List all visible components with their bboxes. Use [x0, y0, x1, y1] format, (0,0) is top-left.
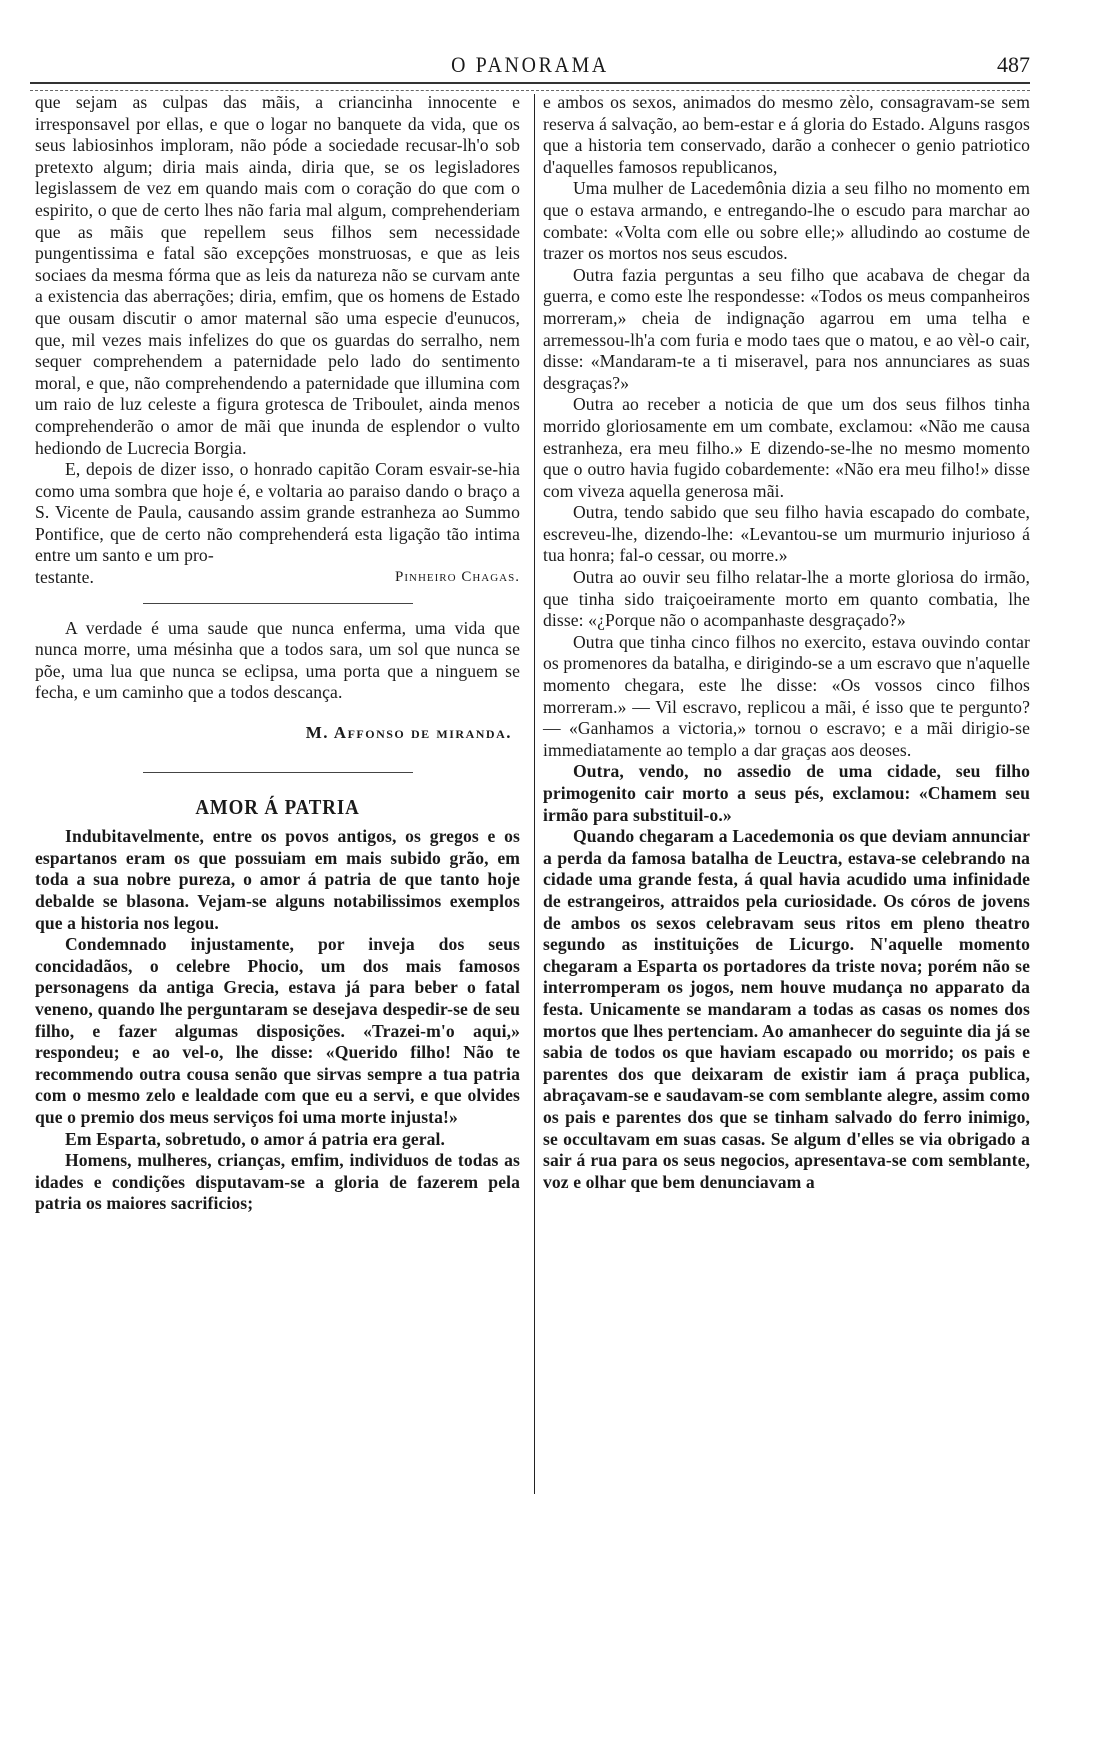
paragraph: Indubitavelmente, entre os povos antigos, os gregos e os espartanos eram os que possuiam em mais subido grão, em toda a sua nobre pureza, o amor á patria de que tanto hoje debalde se blasona. Vejam-se alguns notabilissimos exemplos que a historia nos legou. [35, 826, 520, 933]
paragraph: Homens, mulheres, crianças, emfim, individuos de todas as idades e condições disputavam-se a gloria de fazerem pela patria os maiores sacrificios; [35, 1150, 520, 1214]
author-signature: M. Affonso de miranda. [305, 723, 512, 743]
header-rule [30, 82, 1030, 91]
paragraph: Uma mulher de Lacedemônia dizia a seu filho no momento em que o estava armando, e entregando-lhe o escudo para marchar ao combate: «Volta com elle ou sobre elle;» alludindo ao costume de trazer os mortos nos seus escudos. [543, 178, 1030, 264]
paragraph: e ambos os sexos, animados do mesmo zèlo, consagravam-se sem reserva á salvação, ao bem-estar e á gloria do Estado. Alguns rasgos que a historia tem conservado, darão a conhecer o genio patriotico d'aquelles famosos republicanos, [543, 92, 1030, 177]
left-column [35, 92, 520, 1215]
paragraph: Outra ao receber a noticia de que um dos seus filhos tinha morrido gloriosamente em um combate, exclamou: «Não me causa estranheza, era meu filho.» E dizendo-se-lhe no mesmo momento que o outro havia fugido cobardemente: «Não era meu filho!» disse com viveza aquella generosa mãi. [543, 394, 1030, 501]
closing-word: testante. [35, 567, 95, 588]
paragraph: Em Esparta, sobretudo, o amor á patria era geral. [65, 1128, 446, 1149]
paragraph: Condemnado injustamente, por inveja dos seus concidadãos, o celebre Phocio, um dos mais famosos personagens da antiga Grecia, estava já para beber o fatal veneno, quando lhe perguntaram se desejava despedir-se de seu filho, e fazer algumas disposições. «Trazei-m'o aqui,» respondeu; e ao vel-o, lhe disse: «Querido filho! Não te recommendo outra cousa senão que sirvas sempre a tua patria com o mesmo zelo e lealdade com que eu a servi, e que olvides que o premio dos meus serviços foi uma morte injusta!» [35, 934, 520, 1127]
column-divider [534, 94, 535, 1494]
article-title: AMOR Á PATRIA [195, 794, 360, 819]
page-number: 487 [997, 52, 1030, 77]
right-column [543, 92, 1030, 1193]
paragraph: Outra, tendo sabido que seu filho havia escapado do combate, escreveu-lhe, dizendo-lhe: «Levantou-se um murmurio injurioso á tua honra; fal-o cessar, ou morre.» [543, 502, 1030, 566]
page-header [30, 52, 1030, 80]
paragraph: Outra que tinha cinco filhos no exercito, estava ouvindo contar os promenores da batalha, e dirigindo-se a um escravo que n'aquelle momento chegara, este lhe disse: «Os vossos cinco filhos morreram.» — Vil escravo, replicou a mãi, é isso que te pergunto? — «Ganhamos a victoria,» tornou o escravo; e a mãi dirigio-se immediatamente ao templo a dar graças aos deoses. [543, 631, 1030, 760]
paragraph: E, depois de dizer isso, o honrado capitão Coram esvair-se-hia como uma sombra que hoje é, e voltaria ao paraiso dando o braço a S. Vicente de Paula, causando assim grande estranheza ao Summo Pontifice, que de certo não comprehenderá esta ligação tão intima entre um santo e um pro- [35, 459, 520, 566]
section-separator [143, 603, 413, 604]
maxim-paragraph: A verdade é uma saude que nunca enferma, uma vida que nunca morre, uma mésinha que a todos sara, um sol que nunca se põe, uma lua que nunca se eclipsa, uma porta que a ninguem se fecha, e um caminho que a todos descança. [35, 617, 520, 703]
paragraph: Outra, vendo, no assedio de uma cidade, seu filho primogenito cair morto a seus pés, exclamou: «Chamem seu irmão para substituil-o.» [543, 761, 1030, 825]
paragraph: Quando chegaram a Lacedemonia os que deviam annunciar a perda da famosa batalha de Leuctra, estava-se celebrando na cidade uma grande festa, á qual havia acudido uma infinidade de estrangeiros, attraidos pela curiosidade. Os córos de jovens de ambos os sexos celebravam seus ritos em pleno theatro segundo as instituições de Licurgo. N'aquelle momento chegaram a Esparta os portadores da triste nova; porém não se interromperam os jogos, nem houve mudança no apparato da festa. Unicamente se mandaram a todas as casas os nomes dos mortos que lhes pertenciam. Ao amanhecer do seguinte dia já se sabia de todos os que haviam escapado ou morrido; os pais e parentes dos que deixaram de existir iam á praça publica, abraçavam-se e saudavam-se com semblante alegre, assim como os pais e parentes dos que se tinham salvado do ferro inimigo, se occultavam em suas casas. Se algum d'elles se via obrigado a sair á rua para os seus negocios, apresentava-se com semblante, voz e olhar que bem denunciavam a [543, 826, 1030, 1192]
paragraph: que sejam as culpas das mãis, a criancinha innocente e irresponsavel por ellas, e que o logar no banquete da vida, que os seus labiosinhos imploram, não póde a sociedade recusar-lh'o sob pretexto algum; diria mais ainda, diria que, se os legisladores legislassem de vez em quando mais com o coração do que com o espirito, o que de certo lhes não faria mal algum, comprehenderiam que as mãis que repellem seus filhos sem necessidade pungentissima e fatal são excepções monstruosas, e que as leis sociaes da mesma fórma que as leis da natureza não se curvam ante a existencia das aberrações; diria, emfim, que os homens de Estado que ousam discutir o amor maternal são uma especie d'eunucos, que, mil vezes mais infelizes do que os guardas do serralho, nem sequer comprehendem a paternidade pelo lado do sentimento moral, e que, não comprehendendo a paternidade que illumina com um raio de luz celeste a figura grotesca de Triboulet, ainda menos comprehenderão o amor de mãi que inunda de esplendor o vulto hediondo de Lucrecia Borgia. [35, 92, 520, 458]
paragraph: Outra fazia perguntas a seu filho que acabava de chegar da guerra, e como este lhe respondesse: «Todos os meus companheiros morreram,» cheia de indignação agarrou em uma telha e arremessou-lh'a com furia e modo taes que o matou, e ao vèl-o cair, disse: «Mandaram-te a ti miseravel, para nos annunciares as suas desgraças?» [543, 264, 1030, 393]
paragraph: Outra ao ouvir seu filho relatar-lhe a morte gloriosa do irmão, que tinha sido traiçoeiramente morto em quanto combatia, lhe disse: «¿Porque não o acompanhaste desgraçado?» [543, 567, 1030, 631]
author-signature: Pinheiro Chagas. [395, 569, 520, 586]
closing-line [35, 567, 520, 589]
section-separator [143, 772, 413, 773]
masthead-title: O PANORAMA [451, 52, 609, 77]
